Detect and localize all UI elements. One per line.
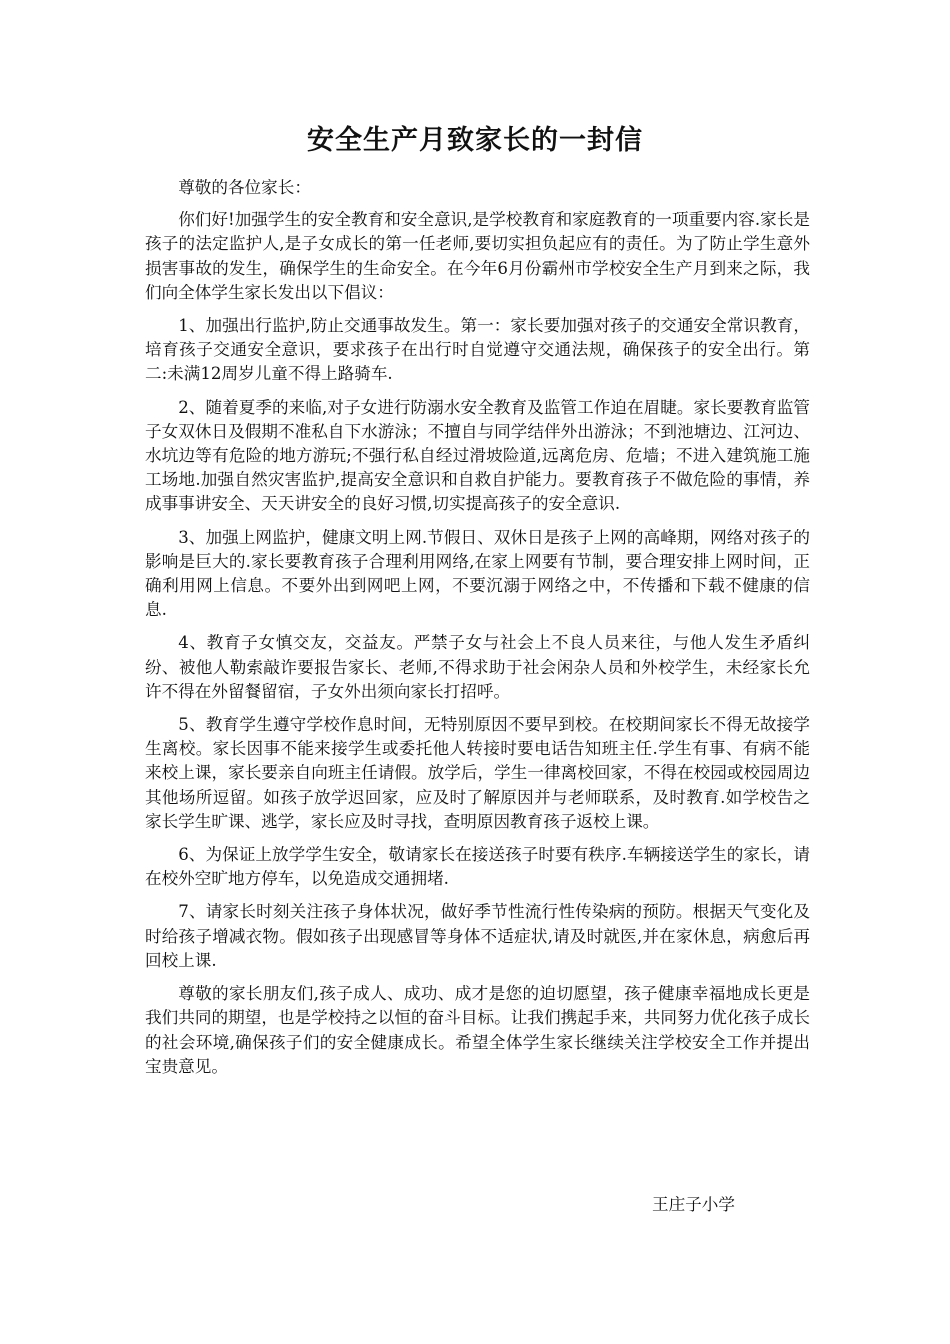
paragraph-item-2: 2、随着夏季的来临,对子女进行防溺水安全教育及监管工作迫在眉睫。家长要教育监管子女双休日及假期不准私自下水游泳；不擅自与同学结伴外出游泳；不到池塘边、江河边、水坑边等有危险的地方游玩;不强行私自经过滑坡险道,远离危房、危墙；不进入建筑施工施工场地.加强自然灾害监护,提高安全意识和自救自护能力。要教育孩子不做危险的事情，养成事事讲安全、天天讲安全的良好习惯,切实提高孩子的安全意识. [145,397,810,514]
paragraph-item-3: 3、加强上网监护，健康文明上网.节假日、双休日是孩子上网的高峰期，网络对孩子的影响是巨大的.家长要教育孩子合理利用网络,在家上网要有节制，要合理安排上网时间，正确利用网上信息。不要外出到网吧上网，不要沉溺于网络之中，不传播和下载不健康的信息. [145,527,810,620]
paragraph-item-1: 1、加强出行监护,防止交通事故发生。第一：家长要加强对孩子的交通安全常识教育，培育孩子交通安全意识，要求孩子在出行时自觉遵守交通法规，确保孩子的安全出行。第二:未满12周岁儿童不得上路骑车. [145,316,810,384]
signature: 王庄子小学 [652,1195,735,1214]
paragraph-intro: 你们好!加强学生的安全教育和安全意识,是学校教育和家庭教育的一项重要内容.家长是孩子的法定监护人,是子女成长的第一任老师,要切实担负起应有的责任。为了防止学生意外损害事故的发生，确保学生的生命安全。在今年6月份霸州市学校安全生产月到来之际，我们向全体学生家长发出以下倡议： [145,210,810,302]
document-body [145,176,810,1088]
paragraph-item-4: 4、教育子女慎交友，交益友。严禁子女与社会上不良人员来往，与他人发生矛盾纠纷、被他人勒索敲诈要报告家长、老师,不得求助于社会闲杂人员和外校学生，未经家长允许不得在外留餐留宿，子女外出须向家长打招呼。 [145,633,810,701]
paragraph-item-6: 6、为保证上放学学生安全，敬请家长在接送孩子时要有秩序.车辆接送学生的家长，请在校外空旷地方停车，以免造成交通拥堵. [145,845,810,889]
paragraph-item-7: 7、请家长时刻关注孩子身体状况，做好季节性流行性传染病的预防。根据天气变化及时给孩子增减衣物。假如孩子出现感冒等身体不适症状,请及时就医,并在家休息，病愈后再回校上课. [145,902,810,970]
paragraph-closing: 尊敬的家长朋友们,孩子成人、成功、成才是您的迫切愿望，孩子健康幸福地成长更是我们共同的期望，也是学校持之以恒的奋斗目标。让我们携起手来，共同努力优化孩子成长的社会环境,确保孩子们的安全健康成长。希望全体学生家长继续关注学校安全工作并提出宝贵意见。 [145,984,810,1076]
document-title: 安全生产月致家长的一封信 [307,125,643,156]
paragraph-item-5: 5、教育学生遵守学校作息时间，无特别原因不要早到校。在校期间家长不得无故接学生离校。家长因事不能来接学生或委托他人转接时要电话告知班主任.学生有事、有病不能来校上课，家长要亲自向班主任请假。放学后，学生一律离校回家，不得在校园或校园周边其他场所逗留。如孩子放学迟回家，应及时了解原因并与老师联系，及时教育.如学校告之家长学生旷课、逃学，家长应及时寻找，查明原因教育孩子返校上课。 [145,715,810,831]
salutation: 尊敬的各位家长： [178,178,311,197]
